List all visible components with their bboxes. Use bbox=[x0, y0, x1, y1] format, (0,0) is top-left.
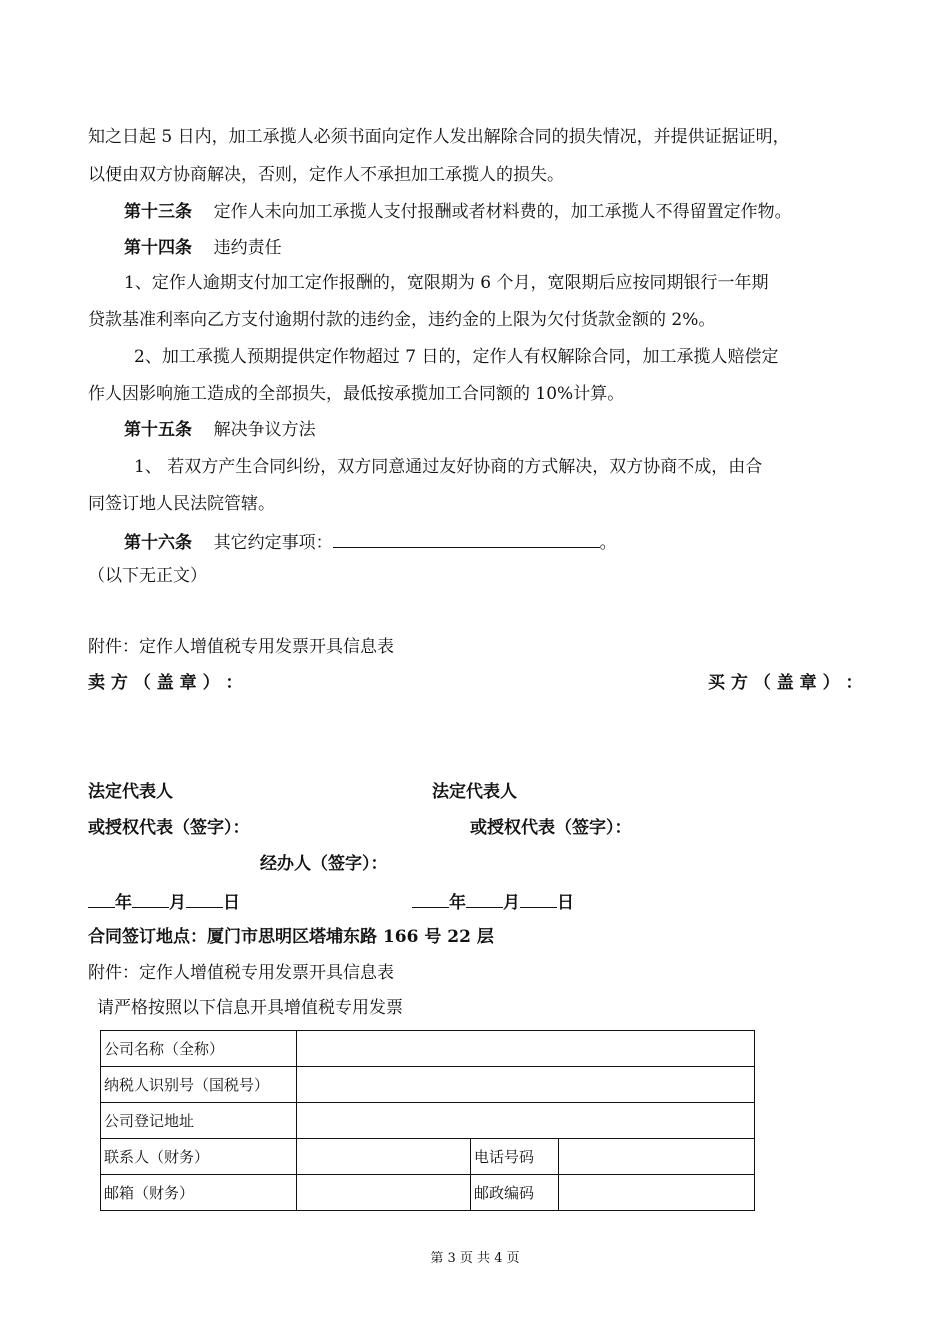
year-blank bbox=[412, 889, 449, 908]
invoice-instruction: 请严格按照以下信息开具增值税专用发票 bbox=[97, 998, 403, 1018]
article-13 bbox=[124, 201, 792, 223]
table-row bbox=[101, 1139, 755, 1175]
paragraph-line: 2、加工承揽人预期提供定作物超过 7 日的，定作人有权解除合同，加工承揽人赔偿定 bbox=[134, 347, 779, 367]
year-label: 年 bbox=[115, 893, 132, 913]
paragraph-line: 1、定作人逾期支付加工定作报酬的，宽限期为 6 个月，宽限期后应按同期银行一年期 bbox=[124, 273, 769, 293]
fill-blank bbox=[333, 529, 600, 548]
date-left bbox=[88, 889, 240, 914]
day-blank bbox=[520, 889, 557, 908]
phone-field[interactable] bbox=[559, 1139, 755, 1175]
auth-rep-right: 或授权代表（签字）： bbox=[470, 818, 632, 838]
contact-field[interactable] bbox=[297, 1139, 471, 1175]
postcode-field[interactable] bbox=[559, 1175, 755, 1211]
paragraph-line: 贷款基准利率向乙方支付逾期付款的违约金，违约金的上限为欠付货款金额的 2%。 bbox=[88, 310, 716, 330]
company-name-label: 公司名称（全称） bbox=[101, 1031, 297, 1067]
email-label: 邮箱（财务） bbox=[101, 1175, 297, 1211]
article-15-title: 第十五条 bbox=[124, 420, 192, 440]
seller-seal-label: 卖 方 （ 盖 章 ） ： bbox=[88, 673, 243, 693]
article-14-title: 第十四条 bbox=[124, 238, 192, 258]
day-label: 日 bbox=[223, 893, 240, 913]
article-16-text: 其它约定事项： bbox=[213, 533, 333, 553]
day-label: 日 bbox=[557, 893, 574, 913]
paragraph-line: 作人因影响施工造成的全部损失，最低按承揽加工合同额的 10%计算。 bbox=[88, 384, 625, 404]
article-13-title: 第十三条 bbox=[124, 202, 192, 222]
day-blank bbox=[186, 889, 223, 908]
contact-label: 联系人（财务） bbox=[101, 1139, 297, 1175]
article-16 bbox=[124, 529, 617, 554]
legal-rep-left: 法定代表人 bbox=[88, 782, 173, 802]
legal-rep-right: 法定代表人 bbox=[432, 782, 517, 802]
table-row bbox=[101, 1031, 755, 1067]
no-more-text: （以下无正文） bbox=[88, 566, 207, 586]
article-13-text: 定作人未向加工承揽人支付报酬或者材料费的，加工承揽人不得留置定作物。 bbox=[213, 202, 792, 222]
article-14-text: 违约责任 bbox=[213, 238, 282, 258]
tax-id-label: 纳税人识别号（国税号） bbox=[101, 1067, 297, 1103]
date-right bbox=[412, 889, 574, 914]
invoice-info-table bbox=[100, 1030, 755, 1211]
paragraph-line: 同签订地人民法院管辖。 bbox=[88, 494, 275, 514]
attachment-note: 附件：定作人增值税专用发票开具信息表 bbox=[88, 637, 394, 657]
article-15-text: 解决争议方法 bbox=[213, 420, 316, 440]
table-row bbox=[101, 1175, 755, 1211]
table-row bbox=[101, 1103, 755, 1139]
year-label: 年 bbox=[449, 893, 466, 913]
auth-rep-left: 或授权代表（签字）： bbox=[88, 818, 250, 838]
attachment-title: 附件：定作人增值税专用发票开具信息表 bbox=[88, 963, 394, 983]
paragraph-line: 以便由双方协商解决，否则，定作人不承担加工承揽人的损失。 bbox=[88, 165, 564, 185]
page-number: 第 3 页 共 4 页 bbox=[430, 1251, 520, 1266]
tax-id-field[interactable] bbox=[297, 1067, 755, 1103]
month-blank bbox=[466, 889, 503, 908]
phone-label: 电话号码 bbox=[471, 1139, 559, 1175]
paragraph-line: 1、 若双方产生合同纠纷，双方同意通过友好协商的方式解决，双方协商不成，由合 bbox=[134, 457, 763, 477]
address-label: 公司登记地址 bbox=[101, 1103, 297, 1139]
paragraph-line: 知之日起 5 日内，加工承揽人必须书面向定作人发出解除合同的损失情况，并提供证据证明， bbox=[88, 127, 790, 147]
article-16-title: 第十六条 bbox=[124, 533, 192, 553]
article-14 bbox=[124, 237, 282, 259]
article-15 bbox=[124, 419, 316, 441]
article-16-end: 。 bbox=[599, 533, 617, 553]
address-field[interactable] bbox=[297, 1103, 755, 1139]
postcode-label: 邮政编码 bbox=[471, 1175, 559, 1211]
year-blank bbox=[88, 889, 115, 908]
company-name-field[interactable] bbox=[297, 1031, 755, 1067]
buyer-seal-label: 买 方 （ 盖 章 ） ： bbox=[708, 673, 863, 693]
signing-place: 合同签订地点：厦门市思明区塔埔东路 166 号 22 层 bbox=[88, 927, 494, 947]
email-field[interactable] bbox=[297, 1175, 471, 1211]
month-label: 月 bbox=[169, 893, 186, 913]
month-blank bbox=[132, 889, 169, 908]
table-row bbox=[101, 1067, 755, 1103]
month-label: 月 bbox=[503, 893, 520, 913]
handler-label: 经办人（签字）： bbox=[260, 854, 388, 874]
